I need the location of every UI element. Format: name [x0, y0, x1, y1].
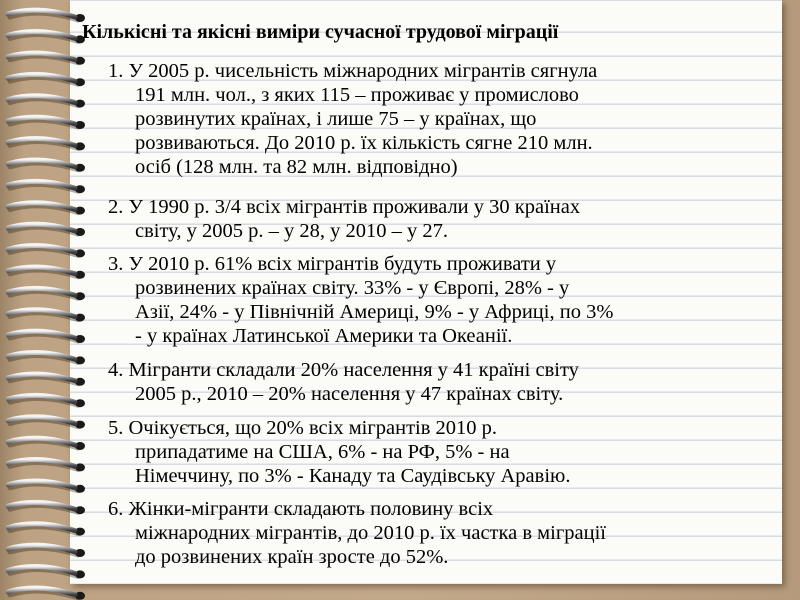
list-item-line: Азії, 24% - у Північній Америці, 9% - у Африці, по 3% [135, 301, 614, 323]
binding-ring [8, 96, 85, 108]
list-item-line: 6. Жінки-мігранти складають половину всіх [108, 498, 494, 520]
list-item-line: 4. Мігранти складали 20% населення у 41 країні світу [108, 359, 579, 381]
list-item-line: світу, у 2005 р. – у 28, у 2010 – у 27. [135, 220, 448, 242]
binding-ring [8, 438, 85, 450]
binding-ring [8, 160, 85, 172]
binding-ring [8, 246, 85, 258]
list-item-line: 3. У 2010 р. 61% всіх мігрантів будуть проживати у [108, 253, 557, 275]
binding-ring [8, 288, 85, 300]
list-item-line: розвинутих країнах, і лише 75 – у країнах, що [135, 108, 537, 130]
binding-ring [8, 224, 85, 236]
list-item-line: міжнародних мігрантів, до 2010 р. їх частка в міграції [135, 522, 606, 544]
binding-ring [8, 502, 85, 514]
list-item-3 [108, 252, 768, 348]
list-item-line: 1. У 2005 р. чисельність міжнародних мігрантів сягнула [108, 60, 598, 82]
list-item-4 [108, 358, 768, 406]
list-item-line: Німеччину, по 3% - Канаду та Саудівську Аравію. [135, 465, 571, 487]
spiral-binding-icon [0, 0, 110, 600]
list-item-line: осіб (128 млн. та 82 млн. відповідно) [135, 156, 458, 178]
list-item-line: 191 млн. чол., з яких 115 – проживає у промислово [135, 84, 579, 106]
binding-ring [8, 267, 85, 279]
list-item-2 [108, 195, 768, 243]
list-item-line: - у країнах Латинської Америки та Океанії. [135, 325, 513, 347]
list-item-line: 5. Очікується, що 20% всіх мігрантів 2010 р. [108, 417, 498, 439]
binding-ring [8, 460, 85, 472]
binding-ring [8, 310, 85, 322]
binding-ring [8, 181, 85, 193]
binding-ring [8, 417, 85, 429]
list-item-line: 2. У 1990 р. 3/4 всіх мігрантів проживали у 30 країнах [108, 196, 581, 218]
binding-ring [8, 32, 85, 44]
binding-ring [8, 53, 85, 65]
binding-ring [8, 353, 85, 365]
binding-ring [8, 331, 85, 343]
list-item-line: розвиваються. До 2010 р. їх кількість сягне 210 млн. [135, 132, 593, 154]
binding-ring [8, 74, 85, 86]
list-item-line: до розвинених країн зросте до 52%. [135, 546, 449, 568]
list-item-6 [108, 497, 768, 569]
binding-ring [8, 10, 85, 22]
binding-ring [8, 139, 85, 151]
binding-ring [8, 588, 85, 600]
list-item-line: розвинених країнах світу. 33% - у Європі, 28% - у [135, 277, 570, 299]
binding-ring [8, 545, 85, 557]
binding-ring [8, 395, 85, 407]
list-item-1 [108, 59, 768, 179]
binding-ring [8, 524, 85, 536]
binding-ring [8, 117, 85, 129]
list-item-line: припадатиме на США, 6% - на РФ, 5% - на [135, 441, 510, 463]
binding-ring [8, 203, 85, 215]
binding-ring [8, 374, 85, 386]
slide-title: Кількісні та якісні виміри сучасної трудової міграції [82, 21, 559, 43]
binding-ring [8, 481, 85, 493]
binding-ring [8, 567, 85, 579]
list-item-5 [108, 416, 768, 488]
list-item-line: 2005 р., 2010 – 20% населення у 47 країнах світу. [135, 383, 564, 405]
